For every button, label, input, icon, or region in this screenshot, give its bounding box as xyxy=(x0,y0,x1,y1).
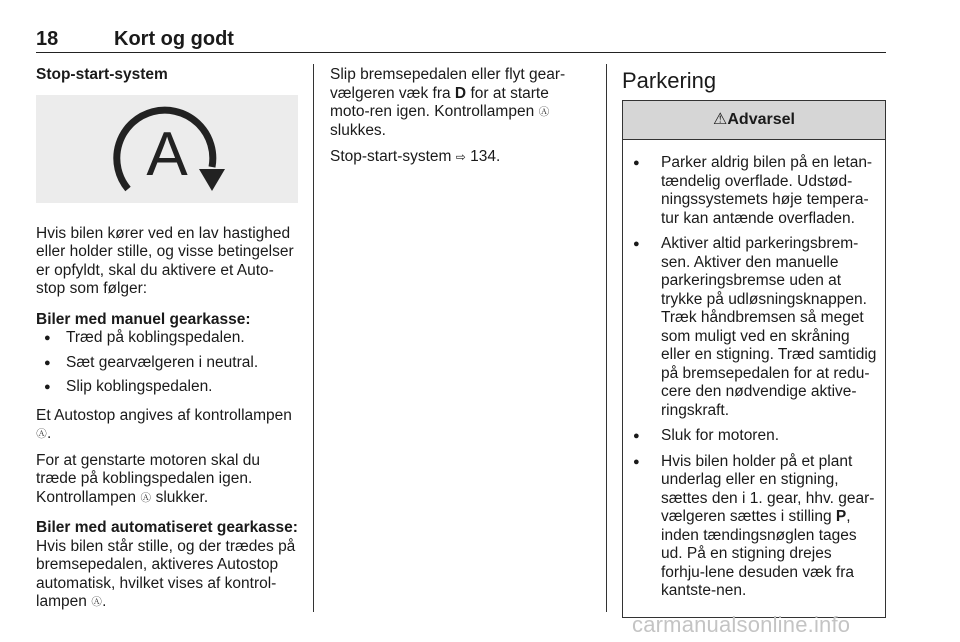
warning-body xyxy=(623,140,885,617)
automated-paragraph: Hvis bilen står stille, og der trædes på bremsepedalen, aktiveres Autostop automatisk, hvilket vises af kontrol-lampen Ⓐ. xyxy=(36,537,296,610)
column-parking xyxy=(622,66,886,618)
page-reference-arrow-icon: ⇨ xyxy=(455,150,466,164)
warning-header xyxy=(623,101,885,140)
manual-steps-list xyxy=(36,329,302,397)
autostop-paragraph: Et Autostop angives af kontrollampen Ⓐ. xyxy=(36,406,292,442)
list-item: ● Slip koblingspedalen. xyxy=(36,378,302,397)
column-continuation xyxy=(330,66,592,175)
autostop-small-icon: Ⓐ xyxy=(140,491,152,504)
section-heading-parking: Parkering xyxy=(622,68,717,93)
warning-box xyxy=(622,100,886,618)
autostop-a-icon xyxy=(36,95,298,203)
section-heading-stop-start: Stop-start-system xyxy=(36,66,168,83)
restart-engine-paragraph: Slip bremsepedalen eller flyt gear-vælgeren væk fra D for at starte moto-ren igen. Kontrollampen Ⓐ slukkes. xyxy=(330,66,566,139)
warning-triangle-icon: ⚠ xyxy=(713,111,728,128)
list-item: ● Parker aldrig bilen på en letan-tændelig overflade. Udstød-ningssystemets høje tempera-tur kan antænde overfladen. xyxy=(631,154,877,228)
autostop-small-icon: Ⓐ xyxy=(36,428,47,440)
page-header xyxy=(36,24,886,53)
list-item: ● Aktiver altid parkeringsbrem-sen. Aktiver den manuelle parkeringsbremse uden at trykke på udløsningsknappen. Træk håndbremsen så meget som muligt ved en skråning eller en stigning. Træd samtidig på bremsepedalen for at redu-cere den nødvendige aktive-ringskraft. xyxy=(631,235,877,420)
intro-paragraph: Hvis bilen kører ved en lav hastighed eller holder stille, og visse betingelser er opfyldt, skal du aktivere et Auto-stop som følger: xyxy=(36,224,294,297)
manual-gearbox-heading: Biler med manuel gearkasse: xyxy=(36,310,251,328)
restart-paragraph: For at genstarte motoren skal du træde på koblingspedalen igen. Kontrollampen Ⓐ slukker. xyxy=(36,451,261,506)
autostop-small-icon: Ⓐ xyxy=(538,106,550,118)
list-item: ● Sæt gearvælgeren i neutral. xyxy=(36,354,302,373)
autostop-letter: A xyxy=(146,119,188,189)
list-item: ● Træd på koblingspedalen. xyxy=(36,329,302,348)
page-title: Kort og godt xyxy=(114,28,234,50)
automated-gearbox-heading: Biler med automatiseret gearkasse: xyxy=(36,519,298,536)
page-number: 18 xyxy=(36,28,59,50)
column-divider-1 xyxy=(313,64,314,612)
list-item: ● Sluk for motoren. xyxy=(631,427,877,446)
watermark: carmanualsonline.info xyxy=(632,612,851,637)
warning-label: Advarsel xyxy=(727,111,795,128)
cross-reference[interactable]: Stop-start-system ⇨ 134. xyxy=(330,148,501,165)
list-item: ● Hvis bilen holder på et plant underlag eller en stigning, sættes den i 1. gear, hhv. gear-vælgeren sættes i stilling P, inden tændingsnøglen tages ud. På en stigning drejes forhju-lene desuden væk fra kantste-nen. xyxy=(631,453,877,601)
warning-list xyxy=(631,154,877,601)
autostop-small-icon: Ⓐ xyxy=(91,596,102,608)
column-stop-start xyxy=(36,66,302,620)
column-divider-2 xyxy=(606,64,607,612)
